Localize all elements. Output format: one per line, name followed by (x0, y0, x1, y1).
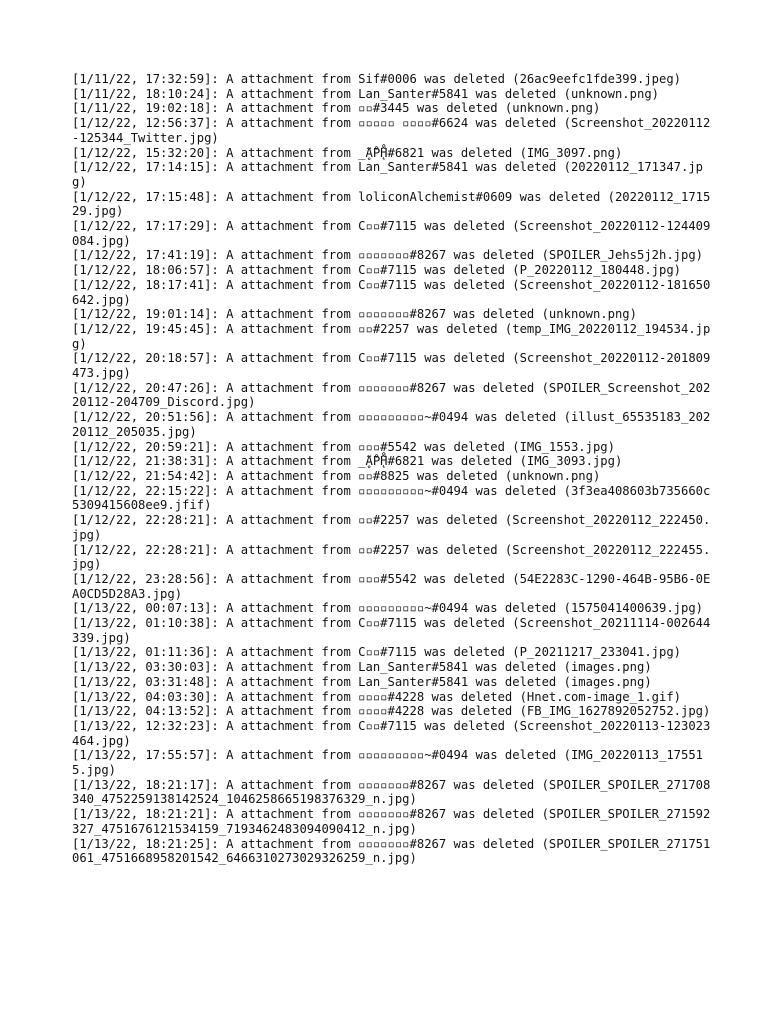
log-entry: [1/12/22, 17:14:15]: A attachment from Lan_Santer#5841 was deleted (20220112_171347.jpg) (72, 160, 704, 189)
log-entry: [1/12/22, 22:15:22]: A attachment from ▫▫▫▫▫▫▫▫▫~#0494 was deleted (3f3ea408603b735660c5309415608ee9.jfif) (72, 483, 711, 513)
log-entry: [1/13/22, 04:13:52]: A attachment from ▫▫▫▫#4228 was deleted (FB_IMG_1627892052752.jpg) (72, 704, 711, 719)
log-entry: [1/12/22, 22:28:21]: A attachment from ▫▫#2257 was deleted (Screenshot_20220112_222455.jpg) (72, 542, 711, 572)
log-entry: [1/12/22, 18:17:41]: A attachment from C▫▫#7115 was deleted (Screenshot_20220112-181650642.jpg) (72, 277, 711, 307)
log-entry: [1/13/22, 03:31:48]: A attachment from Lan_Santer#5841 was deleted (images.png) (72, 674, 652, 689)
log-entry: [1/12/22, 17:41:19]: A attachment from ▫▫▫▫▫▫▫#8267 was deleted (SPOILER_Jehs5j2h.jpg) (72, 248, 704, 263)
log-entry: [1/13/22, 12:32:23]: A attachment from C▫▫#7115 was deleted (Screenshot_20220113-123023464.jpg) (72, 718, 711, 748)
log-entry: [1/13/22, 18:21:17]: A attachment from ▫▫▫▫▫▫▫#8267 was deleted (SPOILER_SPOILER_271708340_4752259138142524_1046258665198376329_n.jpg) (72, 777, 711, 807)
log-entry: [1/13/22, 01:10:38]: A attachment from C▫▫#7115 was deleted (Screenshot_20211114-002644339.jpg) (72, 616, 711, 645)
log-entry: [1/13/22, 18:21:25]: A attachment from ▫▫▫▫▫▫▫#8267 was deleted (SPOILER_SPOILER_271751061_4751668958201542_6466310273029326259_n.jpg) (72, 836, 711, 866)
log-entry: [1/12/22, 19:01:14]: A attachment from ▫▫▫▫▫▫▫#8267 was deleted (unknown.png) (72, 307, 637, 322)
log-entry: [1/12/22, 21:38:31]: A attachment from ̲̃Ḁ̊P̨̃H̊#6821 was deleted (IMG_3093.jpg) (72, 454, 623, 469)
log-entry: [1/11/22, 17:32:59]: A attachment from Sif#0006 was deleted (26ac9eefc1fde399.jpeg) (72, 72, 682, 86)
log-entry: [1/13/22, 01:11:36]: A attachment from C▫▫#7115 was deleted (P_20211217_233041.jpg) (72, 645, 682, 660)
log-entry: [1/12/22, 22:28:21]: A attachment from ▫▫#2257 was deleted (Screenshot_20220112_222450.jpg) (72, 513, 711, 542)
log-document (72, 72, 712, 866)
log-entry: [1/12/22, 20:51:56]: A attachment from ▫▫▫▫▫▫▫▫▫~#0494 was deleted (illust_65535183_20220112_205035.jpg) (72, 410, 711, 439)
log-entry: [1/12/22, 17:17:29]: A attachment from C▫▫#7115 was deleted (Screenshot_20220112-124409084.jpg) (72, 219, 711, 248)
log-entry: [1/11/22, 19:02:18]: A attachment from ▫▫#3445 was deleted (unknown.png) (72, 101, 601, 116)
log-entry: [1/13/22, 00:07:13]: A attachment from ▫▫▫▫▫▫▫▫▫~#0494 was deleted (1575041400639.jpg) (72, 601, 704, 616)
log-entry: [1/12/22, 18:06:57]: A attachment from C▫▫#7115 was deleted (P_20220112_180448.jpg) (72, 263, 682, 278)
log-entry: [1/13/22, 04:03:30]: A attachment from ▫▫▫▫#4228 was deleted (Hnet.com-image_1.gif) (72, 689, 682, 704)
log-entry: [1/12/22, 23:28:56]: A attachment from ▫▫▫#5542 was deleted (54E2283C-1290-464B-95B6-0EA0CD5D28A3.jpg) (72, 571, 711, 601)
log-entry: [1/13/22, 17:55:57]: A attachment from ▫▫▫▫▫▫▫▫▫~#0494 was deleted (IMG_20220113_175515.jpg) (72, 748, 704, 778)
log-entry: [1/11/22, 18:10:24]: A attachment from Lan_Santer#5841 was deleted (unknown.png) (72, 86, 659, 101)
log-entry: [1/12/22, 21:54:42]: A attachment from ▫▫#8825 was deleted (unknown.png) (72, 468, 601, 483)
log-entry: [1/12/22, 17:15:48]: A attachment from loliconAlchemist#0609 was deleted (20220112_171529.jpg) (72, 189, 711, 219)
log-entry: [1/12/22, 19:45:45]: A attachment from ▫▫#2257 was deleted (temp_IMG_20220112_194534.jpg) (72, 321, 711, 351)
log-entry: [1/12/22, 20:47:26]: A attachment from ▫▫▫▫▫▫▫#8267 was deleted (SPOILER_Screenshot_20220112-204709_Discord.jpg) (72, 380, 711, 410)
log-entry: [1/13/22, 18:21:21]: A attachment from ▫▫▫▫▫▫▫#8267 was deleted (SPOILER_SPOILER_271592327_4751676121534159_7193462483094090412_n.jpg) (72, 807, 711, 836)
log-entry: [1/12/22, 12:56:37]: A attachment from ▫▫▫▫▫ ▫▫▫▫#6624 was deleted (Screenshot_20220112-125344_Twitter.jpg) (72, 116, 711, 145)
log-entry: [1/12/22, 15:32:20]: A attachment from ̲̃Ḁ̊P̨̃H̊#6821 was deleted (IMG_3097.png) (72, 145, 623, 160)
log-entry: [1/13/22, 03:30:03]: A attachment from Lan_Santer#5841 was deleted (images.png) (72, 660, 652, 675)
log-entry: [1/12/22, 20:18:57]: A attachment from C▫▫#7115 was deleted (Screenshot_20220112-201809473.jpg) (72, 351, 711, 381)
log-entry: [1/12/22, 20:59:21]: A attachment from ▫▫▫#5542 was deleted (IMG_1553.jpg) (72, 439, 615, 454)
